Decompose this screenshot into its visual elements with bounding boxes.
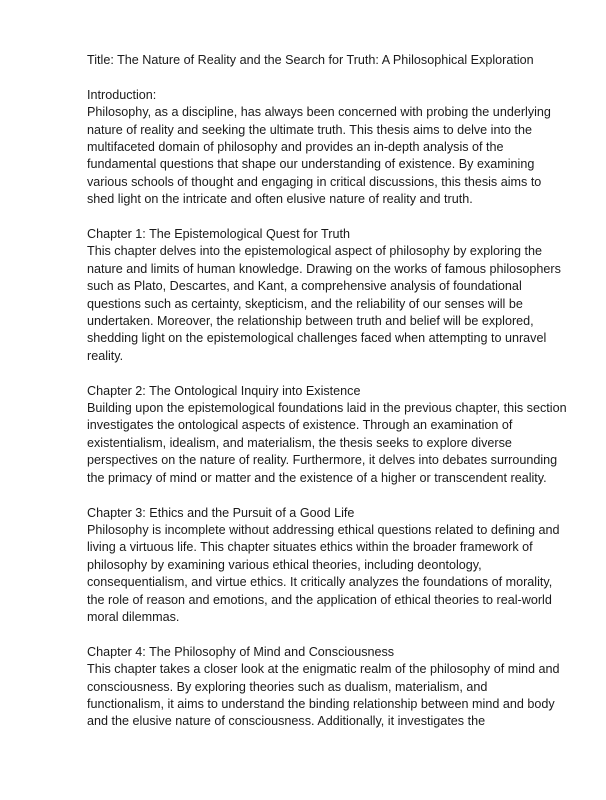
- section-paragraph: Philosophy is incomplete without addressing ethical questions related to defining and living a virtuous life. This chapter situates ethics within the broader framework of philosophy by examining various ethical theories, including deontology, consequentialism, and virtue ethics. It critically analyzes the foundations of morality, the role of reason and emotions, and the application of ethical theories to real-world moral dilemmas.: [87, 522, 560, 624]
- section-heading: Chapter 2: The Ontological Inquiry into Existence: [87, 383, 361, 398]
- document-body: [87, 52, 567, 748]
- section-paragraph: Philosophy, as a discipline, has always been concerned with probing the underlying nature of reality and seeking the ultimate truth. This thesis aims to delve into the multifaceted domain of philosophy and provides an in-depth analysis of the fundamental questions that shape our understanding of existence. By examining various schools of thought and engaging in critical discussions, this thesis aims to shed light on the intricate and often elusive nature of reality and truth.: [87, 105, 551, 207]
- section-chapter-2: [87, 383, 567, 487]
- section-paragraph: Building upon the epistemological foundations laid in the previous chapter, this section investigates the ontological aspects of existence. Through an examination of existentialism, idealism, and materialism, the thesis seeks to explore diverse perspectives on the nature of reality. Furthermore, it delves into debates surrounding the primacy of mind or matter and the existence of a higher or transcendent reality.: [87, 401, 567, 485]
- section-chapter-3: [87, 505, 567, 627]
- section-heading: Introduction:: [87, 87, 157, 102]
- section-paragraph: This chapter takes a closer look at the enigmatic realm of the philosophy of mind and consciousness. By exploring theories such as dualism, materialism, and functionalism, it aims to understand the binding relationship between mind and body and the elusive nature of consciousness. Additionally, it investigates the: [87, 662, 560, 729]
- section-introduction: [87, 87, 567, 209]
- section-heading: Chapter 1: The Epistemological Quest for Truth: [87, 227, 350, 242]
- section-chapter-4: [87, 644, 567, 731]
- section-heading: Chapter 4: The Philosophy of Mind and Consciousness: [87, 644, 395, 659]
- section-chapter-1: [87, 226, 567, 365]
- document-title: Title: The Nature of Reality and the Search for Truth: A Philosophical Exploration: [87, 53, 534, 67]
- section-paragraph: This chapter delves into the epistemological aspect of philosophy by exploring the nature and limits of human knowledge. Drawing on the works of famous philosophers such as Plato, Descartes, and Kant, a comprehensive analysis of foundational questions such as certainty, skepticism, and the reliability of our senses will be undertaken. Moreover, the relationship between truth and belief will be explored, shedding light on the epistemological challenges faced when attempting to unravel reality.: [87, 244, 561, 363]
- section-heading: Chapter 3: Ethics and the Pursuit of a Good Life: [87, 505, 355, 520]
